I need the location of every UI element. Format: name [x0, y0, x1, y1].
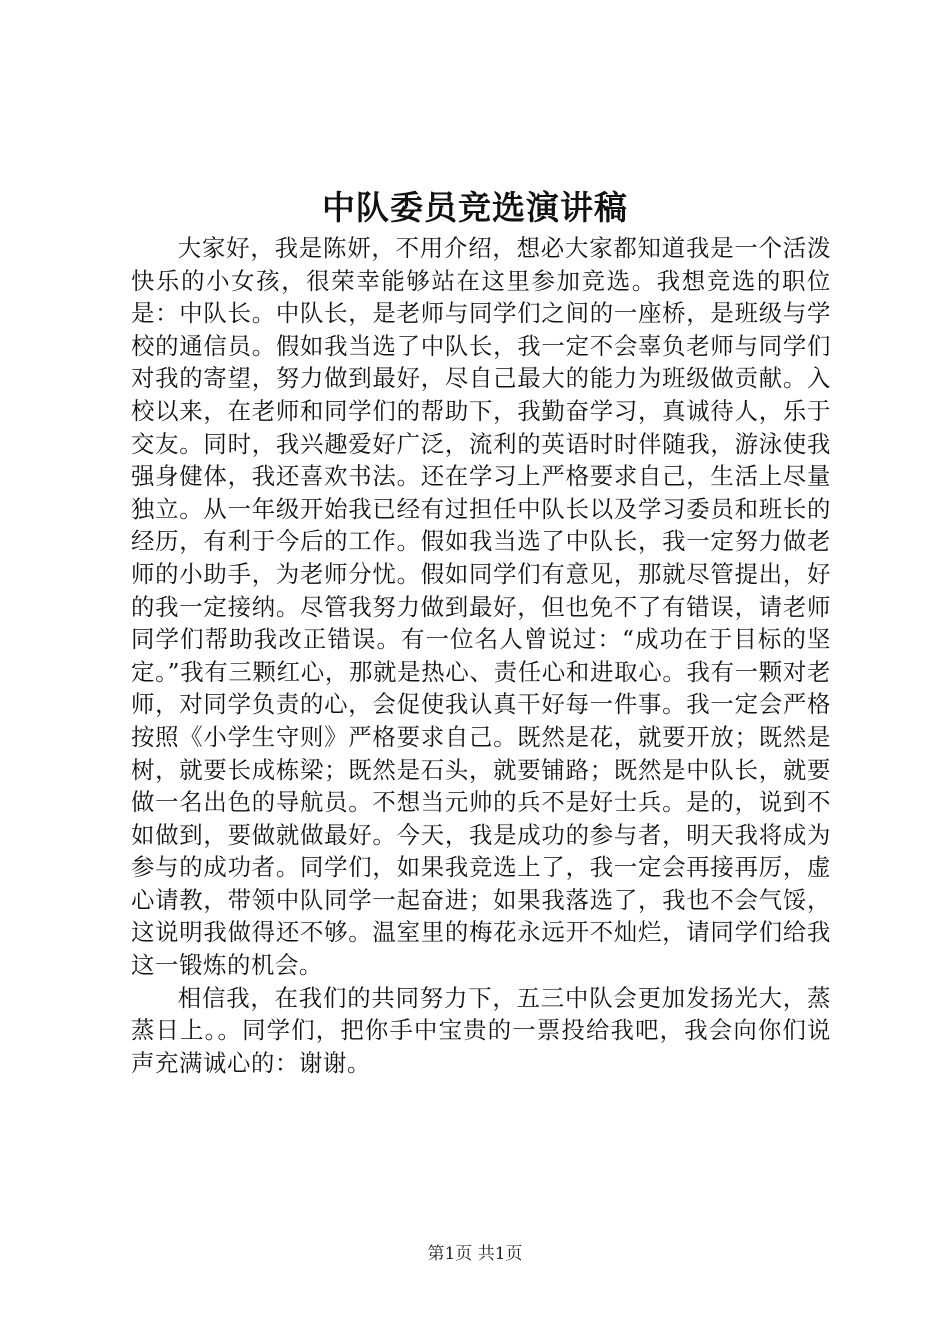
document-body [131, 232, 831, 1079]
document-title: 中队委员竞选演讲稿 [322, 188, 628, 227]
body-paragraph-1: 大家好，我是陈妍，不用介绍，想必大家都知道我是一个活泼快乐的小女孩，很荣幸能够站在这里参加竞选。我想竞选的职位是：中队长。中队长，是老师与同学们之间的一座桥，是班级与学校的通信员。假如我当选了中队长，我一定不会辜负老师与同学们对我的寄望，努力做到最好，尽自己最大的能力为班级做贡献。入校以来，在老师和同学们的帮助下，我勤奋学习，真诚待人，乐于交友。同时，我兴趣爱好广泛，流利的英语时时伴随我，游泳使我强身健体，我还喜欢书法。还在学习上严格要求自己，生活上尽量独立。从一年级开始我已经有过担任中队长以及学习委员和班长的经历，有利于今后的工作。假如我当选了中队长，我一定努力做老师的小助手，为老师分忧。假如同学们有意见，那就尽管提出，好的我一定接纳。尽管我努力做到最好，但也免不了有错误，请老师同学们帮助我改正错误。有一位名人曾说过：“成功在于目标的坚定。”我有三颗红心，那就是热心、责任心和进取心。我有一颗对老师，对同学负责的心，会促使我认真干好每一件事。我一定会严格按照《小学生守则》严格要求自己。既然是花，就要开放；既然是树，就要长成栋梁；既然是石头，就要铺路；既然是中队长，就要做一名出色的导航员。不想当元帅的兵不是好士兵。是的，说到不如做到，要做就做最好。今天，我是成功的参与者，明天我将成为参与的成功者。同学们，如果我竞选上了，我一定会再接再厉，虚心请教，带领中队同学一起奋进；如果我落选了，我也不会气馁，这说明我做得还不够。温室里的梅花永远开不灿烂，请同学们给我这一锻炼的机会。 [131, 234, 831, 980]
page-number-footer: 第1页 共1页 [427, 1244, 523, 1264]
body-paragraph-2: 相信我，在我们的共同努力下，五三中队会更加发扬光大，蒸蒸日上。。同学们，把你手中宝贵的一票投给我吧，我会向你们说声充满诚心的：谢谢。 [131, 983, 831, 1077]
